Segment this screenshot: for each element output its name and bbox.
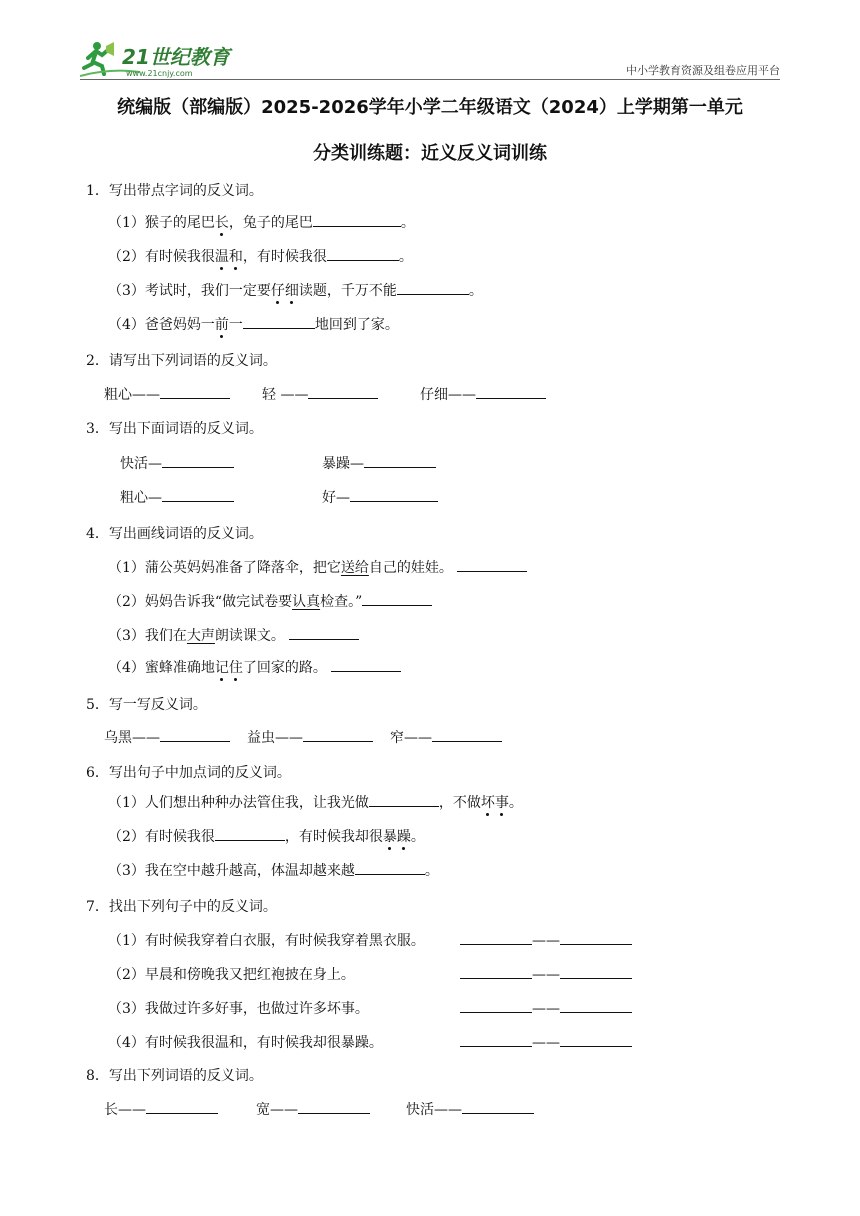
answer-blank[interactable]	[560, 1032, 632, 1047]
answer-blank[interactable]	[460, 964, 532, 979]
question-7-stem: 7．找出下列句子中的反义词。	[86, 899, 277, 915]
logo-text: 21世纪教育	[122, 45, 230, 69]
question-3-word-4: 好—	[322, 487, 438, 507]
question-4-item-3: （3）我们在大声朗读课文。	[108, 625, 359, 645]
underlined-word: 送给	[340, 560, 369, 576]
question-1-item-2: （2）有时候我很温和，有时候我很 。	[108, 246, 413, 266]
question-1-item-1: （1）猴子的尾巴长，兔子的尾巴 。	[108, 212, 415, 232]
question-7-answer-4: ——	[460, 1032, 632, 1051]
page-subtitle: 分类训练题：近义反义词训练	[313, 143, 547, 164]
answer-blank[interactable]	[460, 1032, 532, 1047]
answer-blank[interactable]	[397, 280, 469, 295]
header-divider	[80, 79, 780, 80]
question-4-item-4: （4）蜜蜂准确地记住了回家的路。	[108, 657, 401, 677]
question-8-word-2: 宽——	[256, 1099, 370, 1119]
answer-blank[interactable]	[460, 998, 532, 1013]
answer-blank[interactable]	[160, 384, 230, 399]
question-5-stem: 5．写一写反义词。	[86, 697, 207, 713]
answer-blank[interactable]	[243, 314, 315, 329]
question-1-item-3: （3）考试时，我们一定要仔细读题，千万不能 。	[108, 280, 483, 300]
question-6-stem: 6．写出句子中加点词的反义词。	[86, 765, 291, 781]
answer-blank[interactable]	[160, 727, 230, 742]
answer-blank[interactable]	[215, 826, 285, 841]
answer-blank[interactable]	[432, 727, 502, 742]
question-1-item-4: （4）爸爸妈妈一前一 地回到了家。	[108, 314, 399, 334]
underlined-word: 认真	[292, 594, 321, 610]
answer-blank[interactable]	[560, 964, 632, 979]
answer-blank[interactable]	[364, 453, 436, 468]
question-7-answer-2: ——	[460, 964, 632, 983]
answer-blank[interactable]	[162, 453, 234, 468]
answer-blank[interactable]	[362, 591, 432, 606]
answer-blank[interactable]	[289, 625, 359, 640]
answer-blank[interactable]	[462, 1099, 534, 1114]
question-7-answer-1: ——	[460, 930, 632, 949]
question-4-item-2: （2）妈妈告诉我“做完试卷要认真检查。”	[108, 591, 432, 611]
underlined-word: 大声	[186, 628, 215, 644]
answer-blank[interactable]	[560, 930, 632, 945]
answer-blank[interactable]	[327, 246, 399, 261]
answer-blank[interactable]	[350, 487, 438, 502]
question-2-word-2: 轻 ——	[262, 384, 378, 404]
dotted-char: 长	[214, 215, 229, 231]
question-3-word-2: 暴躁—	[322, 453, 436, 473]
answer-blank[interactable]	[146, 1099, 218, 1114]
page-title: 统编版（部编版）2025-2026学年小学二年级语文（2024）上学期第一单元	[117, 97, 743, 118]
question-7-item-3: （3）我做过许多好事，也做过许多坏事。	[108, 1001, 369, 1017]
question-6-item-1: （1）人们想出种种办法管住我，让我光做 ，不做坏事。	[108, 792, 523, 812]
question-6-item-2: （2）有时候我很 ，有时候我却很暴躁。	[108, 826, 425, 846]
platform-name: 中小学教育资源及组卷应用平台	[626, 64, 780, 77]
question-5-word-1: 乌黑——	[104, 727, 230, 747]
answer-blank[interactable]	[355, 860, 425, 875]
page-header	[80, 38, 780, 80]
question-2-word-3: 仔细——	[420, 384, 546, 404]
question-2-stem: 2．请写出下列词语的反义词。	[86, 353, 277, 369]
answer-blank[interactable]	[303, 727, 373, 742]
question-7-item-2: （2）早晨和傍晚我又把红袍披在身上。	[108, 967, 355, 983]
answer-blank[interactable]	[313, 212, 401, 227]
question-6-item-3: （3）我在空中越升越高，体温却越来越 。	[108, 860, 439, 880]
answer-blank[interactable]	[460, 930, 532, 945]
question-8-stem: 8．写出下列词语的反义词。	[86, 1068, 263, 1084]
answer-blank[interactable]	[162, 487, 234, 502]
logo-21cnjy	[80, 38, 250, 80]
answer-blank[interactable]	[476, 384, 546, 399]
question-4-item-1: （1）蒲公英妈妈准备了降落伞，把它送给自己的娃娃。	[108, 557, 527, 577]
question-4-stem: 4．写出画线词语的反义词。	[86, 526, 263, 542]
question-3-word-3: 粗心—	[120, 487, 234, 507]
question-8-word-1: 长——	[104, 1099, 218, 1119]
question-1-stem: 1．写出带点字词的反义词。	[86, 183, 263, 199]
answer-blank[interactable]	[457, 557, 527, 572]
question-5-word-2: 益虫——	[247, 727, 373, 747]
answer-blank[interactable]	[369, 792, 439, 807]
question-7-answer-3: ——	[460, 998, 632, 1017]
answer-blank[interactable]	[308, 384, 378, 399]
question-7-item-1: （1）有时候我穿着白衣服，有时候我穿着黑衣服。	[108, 933, 425, 949]
question-8-word-3: 快活——	[406, 1099, 534, 1119]
answer-blank[interactable]	[560, 998, 632, 1013]
question-3-stem: 3．写出下面词语的反义词。	[86, 421, 263, 437]
question-7-item-4: （4）有时候我很温和，有时候我却很暴躁。	[108, 1035, 383, 1051]
answer-blank[interactable]	[298, 1099, 370, 1114]
answer-blank[interactable]	[331, 657, 401, 672]
question-2-word-1: 粗心——	[104, 384, 230, 404]
question-5-word-3: 窄——	[390, 727, 502, 747]
logo-url: www.21cnjy.com	[126, 69, 193, 78]
question-3-word-1: 快活—	[120, 453, 234, 473]
